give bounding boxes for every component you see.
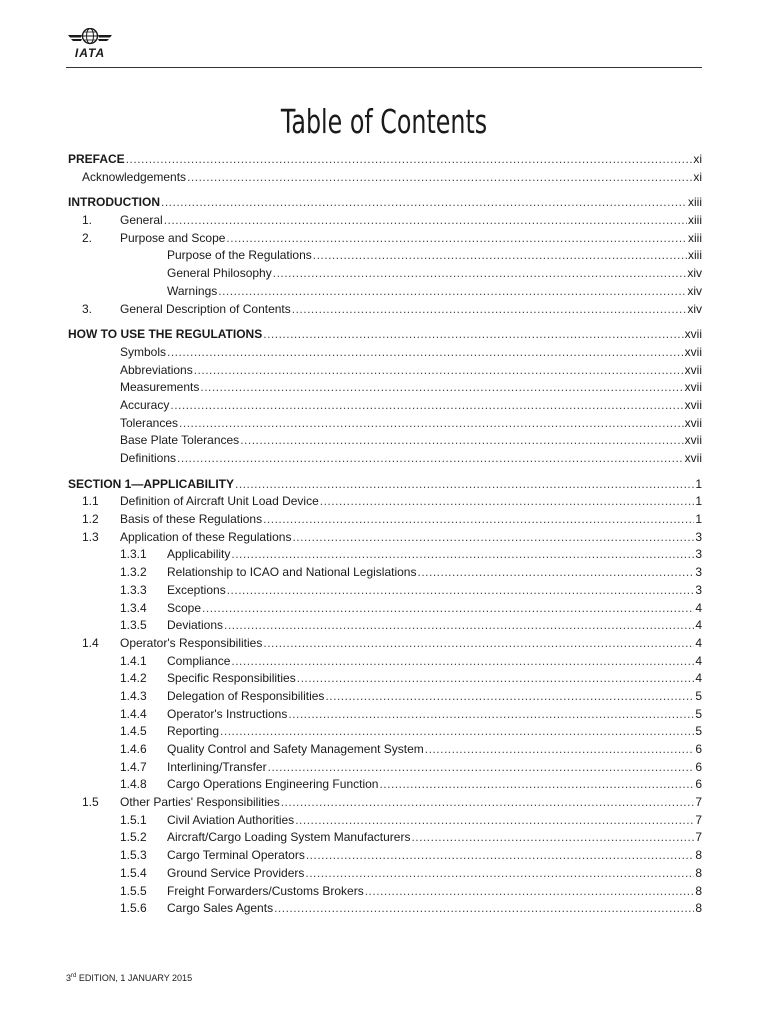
toc-entry-label: Warnings (167, 283, 218, 298)
toc-entry-label: Tolerances (120, 415, 179, 430)
toc-entry[interactable] (68, 706, 702, 724)
toc-entry[interactable] (68, 283, 702, 301)
toc-dot-leader (126, 151, 693, 169)
toc-entry-label: Definitions (120, 451, 177, 465)
toc-dot-leader (187, 169, 692, 187)
toc-page-number: 5 (695, 688, 702, 703)
toc-entry[interactable] (68, 169, 702, 187)
toc-page-number: 4 (695, 653, 702, 668)
toc-page-number: xvii (684, 344, 702, 359)
toc-page-number: 1 (695, 476, 702, 491)
toc-entry-number: 3. (82, 301, 93, 316)
edition-text: EDITION, 1 JANUARY 2015 (76, 973, 193, 983)
toc-page-number: 7 (695, 795, 702, 810)
toc-entry-number: 1.3.3 (120, 582, 147, 597)
toc-page-number: 3 (695, 547, 702, 562)
toc-entry-label: Ground Service Providers (167, 865, 305, 880)
toc-page-number: 8 (695, 883, 702, 898)
toc-entry-number: 1.4.5 (120, 724, 147, 739)
toc-page-number: 6 (695, 742, 702, 756)
toc-dot-leader (320, 493, 695, 511)
toc-page-number: 3 (695, 565, 702, 580)
toc-dot-leader (263, 326, 683, 344)
toc-entry-label: Interlining/Transfer (167, 759, 267, 774)
toc-dot-leader (305, 865, 694, 883)
toc-entry-number: 2. (82, 230, 93, 245)
toc-dot-leader (417, 564, 694, 582)
toc-entry[interactable] (68, 493, 702, 511)
toc-entry-number: 1.4.8 (120, 777, 147, 792)
toc-entry-label: Aircraft/Cargo Loading System Manufacturers (167, 830, 411, 845)
toc-entry[interactable] (68, 265, 702, 283)
toc-entry-number: 1.5.1 (120, 812, 147, 827)
toc-page-number: xiv (687, 266, 702, 281)
toc-dot-leader (170, 397, 683, 415)
toc-dot-leader (411, 829, 694, 847)
toc-dot-leader (177, 450, 684, 468)
toc-entry-label: INTRODUCTION (68, 195, 160, 210)
toc-page-number: 5 (695, 706, 702, 721)
toc-page-number: 8 (695, 865, 702, 880)
toc-entry-label: Delegation of Responsibilities (167, 688, 325, 703)
toc-page-number: xiii (688, 248, 702, 263)
toc-dot-leader (194, 362, 684, 380)
toc-dot-leader (231, 653, 694, 671)
toc-page-number: xi (693, 152, 702, 166)
toc-entry[interactable] (68, 883, 702, 901)
toc-dot-leader (263, 511, 694, 529)
toc-page-number: 3 (695, 529, 702, 544)
toc-entry-label: Exceptions (167, 582, 226, 597)
edition-suffix: rd (71, 973, 77, 979)
toc-entry-label: Cargo Terminal Operators (167, 848, 305, 863)
toc-page-number: xvii (684, 415, 702, 430)
toc-entry-label: Civil Aviation Authorities (167, 812, 295, 827)
toc-entry-number: 1.4 (82, 635, 99, 650)
toc-entry[interactable] (68, 812, 702, 830)
toc-entry-label: General (120, 213, 163, 228)
toc-entry-label: Operator's Instructions (167, 706, 288, 721)
toc-dot-leader (365, 883, 695, 901)
toc-page-number: 4 (695, 618, 702, 633)
toc-entry-number: 1.5.2 (120, 830, 147, 845)
toc-page-number: 6 (695, 777, 702, 792)
toc-entry-label: Purpose and Scope (120, 230, 226, 245)
toc-page-number: 7 (695, 830, 702, 845)
toc-entry[interactable] (68, 379, 702, 397)
toc-dot-leader (292, 529, 694, 547)
toc-page-number: xvii (684, 433, 702, 448)
toc-entry-label: Relationship to ICAO and National Legislations (167, 565, 417, 580)
toc-page-number: 5 (695, 724, 702, 739)
iata-logo (66, 28, 114, 62)
toc-entry-label: Freight Forwarders/Customs Brokers (167, 883, 364, 898)
toc-dot-leader (179, 415, 684, 433)
toc-page-number: xiv (687, 301, 702, 316)
toc-entry[interactable] (68, 212, 702, 230)
toc-page-number: xiii (688, 195, 702, 210)
toc-entry-number: 1.4.4 (120, 706, 147, 721)
toc-entry-label: Measurements (120, 380, 200, 395)
edition-number: 3 (66, 973, 72, 983)
toc-entry[interactable] (68, 450, 702, 468)
toc-entry-label: Abbreviations (120, 362, 193, 377)
toc-entry-number: 1.4.2 (120, 671, 147, 686)
toc-page-number: 3 (695, 582, 702, 597)
toc-entry[interactable] (68, 432, 702, 450)
toc-entry[interactable] (68, 397, 702, 415)
toc-dot-leader (295, 812, 694, 830)
logo-text: IATA (74, 46, 106, 60)
toc-page-number: xvii (684, 451, 702, 465)
toc-entry[interactable] (68, 617, 702, 635)
table-of-contents (68, 151, 702, 918)
page-title: Table of Contents (280, 102, 488, 141)
toc-entry-label: Quality Control and Safety Management System (167, 742, 424, 756)
toc-entry-label: Reporting (167, 724, 220, 739)
toc-entry-label: Application of these Regulations (120, 529, 292, 544)
toc-page-number: 8 (695, 848, 702, 863)
toc-entry-label: Cargo Sales Agents (167, 901, 274, 916)
toc-dot-leader (202, 600, 694, 618)
toc-entry-label: General Description of Contents (120, 301, 291, 316)
toc-dot-leader (224, 617, 694, 635)
toc-entry-number: 1.4.7 (120, 759, 147, 774)
toc-dot-leader (164, 212, 687, 230)
toc-entry[interactable] (68, 759, 702, 777)
toc-page-number: xvii (684, 397, 702, 412)
toc-dot-leader (231, 546, 694, 564)
toc-entry[interactable] (68, 546, 702, 564)
toc-entry[interactable] (68, 511, 702, 529)
toc-entry-number: 1.5.6 (120, 901, 147, 916)
toc-page-number: 4 (695, 671, 702, 686)
toc-entry-number: 1.5.3 (120, 848, 147, 863)
toc-entry[interactable] (68, 829, 702, 847)
toc-entry-number: 1.5.5 (120, 883, 147, 898)
toc-page-number: 4 (695, 600, 702, 615)
toc-entry-label: SECTION 1—APPLICABILITY (68, 476, 235, 491)
toc-entry-number: 1.4.1 (120, 653, 147, 668)
toc-dot-leader (218, 283, 686, 301)
toc-entry-label: General Philosophy (167, 266, 272, 281)
toc-entry[interactable] (68, 301, 702, 319)
toc-dot-leader (263, 635, 694, 653)
toc-entry[interactable] (68, 247, 702, 265)
toc-dot-leader (281, 794, 695, 812)
toc-entry[interactable] (68, 847, 702, 865)
toc-heading[interactable] (68, 476, 702, 494)
toc-dot-leader (288, 706, 694, 724)
toc-entry-number: 1.3.4 (120, 600, 147, 615)
toc-entry-label: Definition of Aircraft Unit Load Device (120, 494, 319, 509)
toc-dot-leader (273, 265, 687, 283)
toc-entry-number: 1.3.1 (120, 547, 147, 562)
toc-entry-number: 1.3.2 (120, 565, 147, 580)
toc-heading[interactable] (68, 151, 702, 169)
toc-entry-number: 1.5 (82, 795, 99, 810)
toc-dot-leader (306, 847, 694, 865)
toc-entry-label: Acknowledgements (82, 169, 187, 184)
toc-entry[interactable] (68, 529, 702, 547)
toc-entry[interactable] (68, 415, 702, 433)
toc-entry-label: Applicability (167, 547, 231, 562)
toc-entry[interactable] (68, 600, 702, 618)
toc-page-number: 1 (695, 494, 702, 509)
toc-entry-label: Basis of these Regulations (120, 512, 263, 527)
toc-dot-leader (379, 776, 694, 794)
toc-entry-number: 1.1 (82, 494, 99, 509)
toc-dot-leader (313, 247, 687, 265)
toc-dot-leader (227, 582, 695, 600)
page-header (0, 0, 768, 70)
toc-entry-number: 1.4.6 (120, 742, 147, 756)
toc-entry-number: 1.3 (82, 529, 99, 544)
toc-dot-leader (425, 741, 695, 759)
toc-dot-leader (235, 476, 694, 494)
toc-entry-number: 1.4.3 (120, 688, 147, 703)
toc-dot-leader (167, 344, 684, 362)
toc-entry-number: 1.2 (82, 512, 99, 527)
toc-entry[interactable] (68, 635, 702, 653)
toc-entry-label: Purpose of the Regulations (167, 248, 312, 263)
toc-dot-leader (161, 194, 687, 212)
edition-footer (66, 970, 192, 984)
toc-entry[interactable] (68, 741, 702, 759)
toc-page-number: xiii (688, 213, 702, 228)
toc-page-number: xvii (684, 362, 702, 377)
toc-page-number: xvii (684, 380, 702, 395)
toc-page-number: 4 (695, 635, 702, 650)
toc-entry-label: Specific Responsibilities (167, 671, 296, 686)
toc-heading[interactable] (68, 194, 702, 212)
toc-entry[interactable] (68, 723, 702, 741)
toc-entry-label: Base Plate Tolerances (120, 433, 240, 448)
toc-entry-label: PREFACE (68, 152, 125, 166)
toc-entry-label: Accuracy (120, 397, 170, 412)
toc-entry-label: Cargo Operations Engineering Function (167, 777, 379, 792)
toc-entry[interactable] (68, 344, 702, 362)
toc-dot-leader (292, 301, 687, 319)
toc-entry-label: Operator's Responsibilities (120, 635, 263, 650)
toc-entry[interactable] (68, 776, 702, 794)
toc-dot-leader (268, 759, 695, 777)
toc-entry-label: HOW TO USE THE REGULATIONS (68, 327, 263, 342)
toc-entry-label: Other Parties' Responsibilities (120, 795, 280, 810)
toc-entry[interactable] (68, 670, 702, 688)
toc-entry-number: 1. (82, 213, 93, 228)
toc-entry[interactable] (68, 794, 702, 812)
toc-entry-label: Compliance (167, 653, 231, 668)
toc-dot-leader (297, 670, 695, 688)
toc-page-number: 8 (695, 901, 702, 916)
toc-entry[interactable] (68, 900, 702, 918)
toc-page-number: xiii (688, 230, 702, 245)
toc-dot-leader (200, 379, 683, 397)
globe-wings-icon (66, 28, 114, 46)
toc-entry[interactable] (68, 688, 702, 706)
toc-entry-label: Symbols (120, 344, 167, 359)
toc-entry[interactable] (68, 865, 702, 883)
toc-page-number: 7 (695, 812, 702, 827)
toc-page-number: xiv (687, 283, 702, 298)
toc-entry[interactable] (68, 230, 702, 248)
toc-dot-leader (240, 432, 683, 450)
toc-entry[interactable] (68, 653, 702, 671)
toc-entry-number: 1.5.4 (120, 865, 147, 880)
toc-entry-label: Scope (167, 600, 202, 615)
toc-entry[interactable] (68, 564, 702, 582)
toc-entry-label: Deviations (167, 618, 224, 633)
toc-dot-leader (220, 723, 694, 741)
toc-page-number: 1 (695, 512, 702, 527)
toc-entry-number: 1.3.5 (120, 618, 147, 633)
header-rule (66, 67, 702, 68)
toc-entry[interactable] (68, 582, 702, 600)
toc-page-number: xvii (684, 327, 702, 342)
toc-entry[interactable] (68, 362, 702, 380)
toc-dot-leader (325, 688, 694, 706)
toc-heading[interactable] (68, 326, 702, 344)
toc-page-number: xi (693, 169, 702, 184)
toc-page-number: 6 (695, 759, 702, 774)
toc-dot-leader (226, 230, 687, 248)
toc-dot-leader (274, 900, 694, 918)
